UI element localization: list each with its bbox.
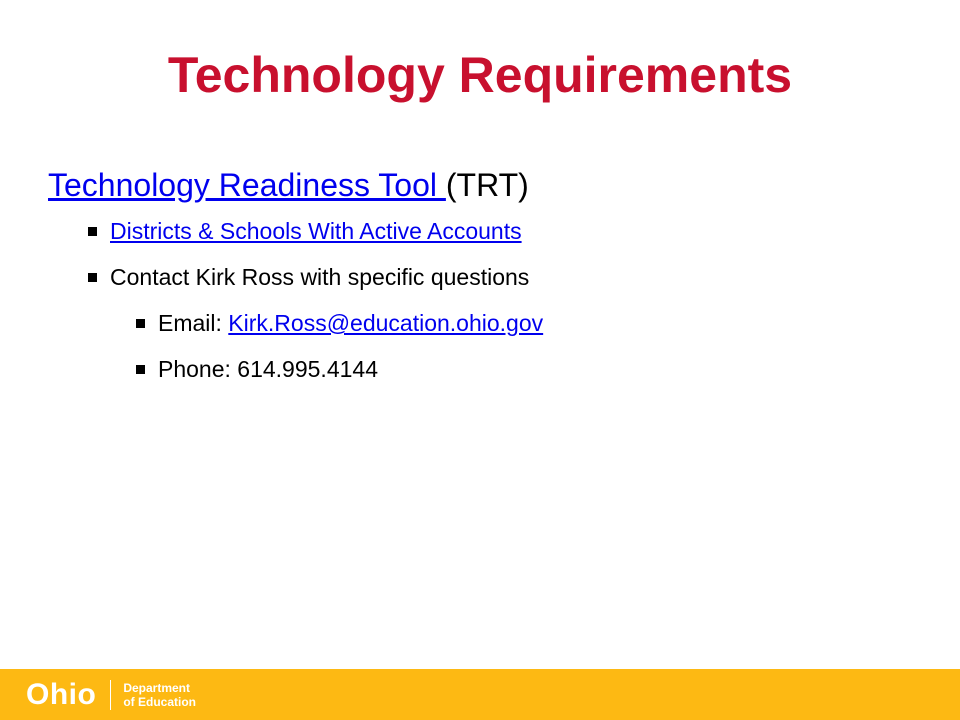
footer-bar [0,669,960,720]
square-bullet-icon [136,319,145,328]
square-bullet-icon [88,273,97,282]
slide-title: Technology Requirements [167,47,793,103]
department-line-2: of Education [123,695,196,709]
trt-abbreviation: (TRT) [445,167,529,203]
technology-readiness-tool-link[interactable]: Technology Readiness Tool [48,167,446,203]
list-item-active-accounts [48,218,928,264]
active-accounts-link[interactable]: Districts & Schools With Active Accounts [110,218,522,244]
email-label: Email: [158,310,229,336]
list-item-phone [48,356,928,402]
square-bullet-icon [88,227,97,236]
ohio-department-of-education-logo [26,675,196,715]
department-name [123,681,196,709]
email-link[interactable]: Kirk.Ross@education.ohio.gov [228,310,544,336]
square-bullet-icon [136,365,145,374]
logo-divider [110,680,111,710]
slide-content [48,166,928,402]
department-line-1: Department [123,681,191,695]
list-item-email [48,310,928,356]
list-item-contact [48,264,928,310]
contact-text: Contact Kirk Ross with specific questions [110,264,530,290]
phone-text: Phone: 614.995.4144 [158,356,378,382]
trt-heading [48,166,928,218]
ohio-wordmark: Ohio [26,678,97,711]
